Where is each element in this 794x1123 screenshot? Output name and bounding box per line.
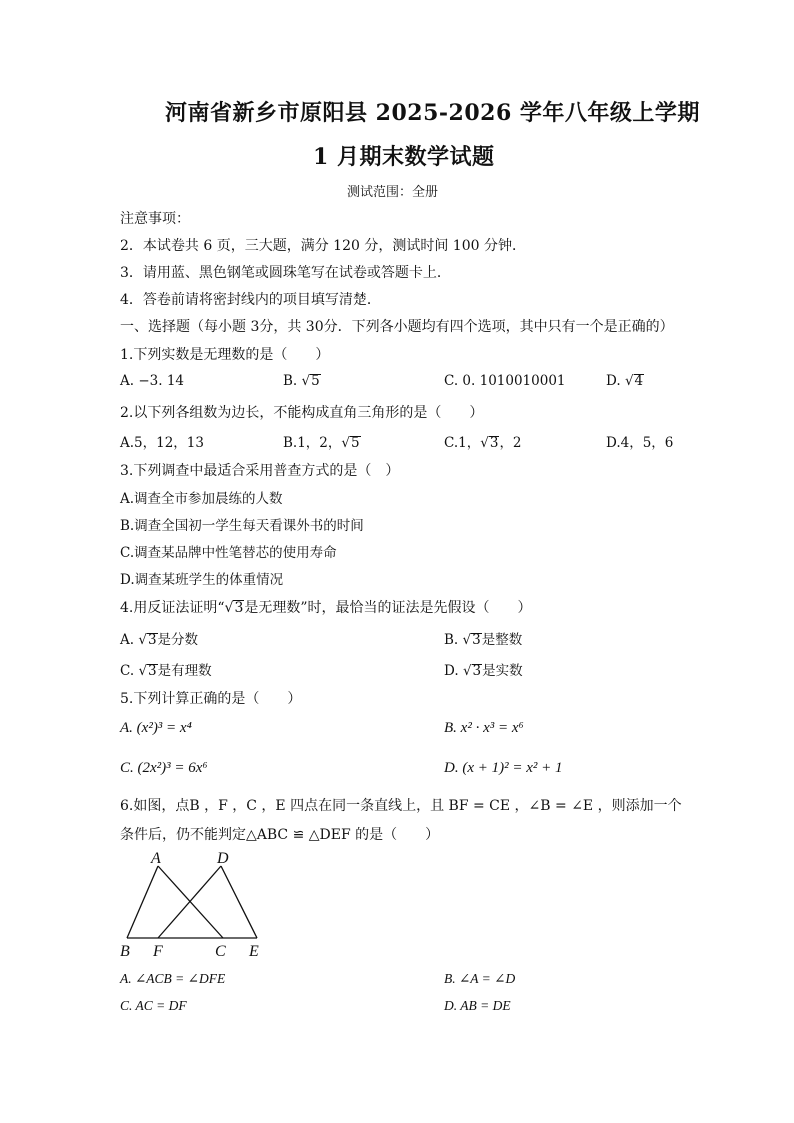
segment-ab [127,866,158,938]
note-item: 3．请用蓝、黑色钢笔或圆珠笔写在试卷或答题卡上． [120,265,451,281]
title-line2: 1 月期末数学试题 [313,144,495,170]
point-label-e: E [249,943,259,960]
triangle-figure [115,848,275,960]
question-6-stem-line2: 条件后，仍不能判定△ABC ≌ △DEF 的是（ ） [120,827,440,843]
q6-option-b[interactable]: B. ∠A = ∠D [444,971,516,986]
q6-option-a[interactable]: A. ∠ACB = ∠DFE [120,971,226,986]
point-label-d: D [217,850,229,867]
q3-option-c[interactable]: C.调查某品牌中性笔替芯的使用寿命 [120,545,337,561]
point-label-a: A [151,850,161,867]
question-2-stem: 2.以下列各组数为边长，不能构成直角三角形的是（ ） [120,405,484,421]
q4-option-c[interactable]: C. √3是有理数 [120,663,212,679]
question-4-stem: 4.用反证法证明“√3是无理数”时，最恰当的证法是先假设（ ） [120,600,532,616]
notes-heading: 注意事项： [120,211,190,227]
q2-option-a[interactable]: A.5，12，13 [120,435,204,451]
q4-option-a[interactable]: A. √3是分数 [120,632,199,648]
test-scope: 测试范围：全册 [347,185,439,200]
q3-option-b[interactable]: B.调查全国初一学生每天看课外书的时间 [120,518,364,534]
q5-option-b[interactable]: B. x² · x³ = x⁶ [444,720,524,736]
q3-option-d[interactable]: D.调查某班学生的体重情况 [120,572,284,588]
title-line1: 河南省新乡市原阳县 2025-2026 学年八年级上学期 [165,100,700,126]
q2-option-c[interactable]: C.1，√3，2 [444,435,522,451]
q5-option-d[interactable]: D. (x + 1)² = x² + 1 [444,760,563,776]
q5-option-a[interactable]: A. (x²)³ = x⁴ [120,720,192,736]
q6-option-d[interactable]: D. AB = DE [444,998,511,1013]
note-item: 2．本试卷共 6 页，三大题，满分 120 分，测试时间 100 分钟． [120,238,526,254]
q1-option-c[interactable]: C. 0. 1010010001 [444,373,566,389]
q2-option-d[interactable]: D.4，5，6 [606,435,674,451]
q4-option-b[interactable]: B. √3是整数 [444,632,523,648]
q1-option-a[interactable]: A. −3. 14 [120,373,184,389]
q6-option-c[interactable]: C. AC = DF [120,998,187,1013]
q1-option-b[interactable]: B. √5 [283,373,320,389]
q1-option-d[interactable]: D. √4 [606,373,644,389]
section-heading: 一、选择题（每小题 3分，共 30分．下列各小题均有四个选项，其中只有一个是正确的） [120,319,674,335]
question-6-stem-line1: 6.如图，点B ，F ，C ，E 四点在同一条直线上，且 BF = CE ，∠B = ∠E ，则添加一个 [120,798,682,814]
segment-de [221,866,257,938]
q2-option-b[interactable]: B.1，2，√5 [283,435,360,451]
question-3-stem: 3.下列调查中最适合采用普查方式的是（ ） [120,463,400,479]
q5-option-c[interactable]: C. (2x²)³ = 6x⁶ [120,760,208,776]
point-label-b: B [120,943,130,960]
q3-option-a[interactable]: A.调查全市参加晨练的人数 [120,491,283,507]
question-5-stem: 5.下列计算正确的是（ ） [120,691,302,707]
note-item: 4．答卷前请将密封线内的项目填写清楚． [120,292,381,308]
question-1-stem: 1.下列实数是无理数的是（ ） [120,347,330,363]
point-label-f: F [153,943,163,960]
q4-option-d[interactable]: D. √3是实数 [444,663,523,679]
point-label-c: C [215,943,226,960]
